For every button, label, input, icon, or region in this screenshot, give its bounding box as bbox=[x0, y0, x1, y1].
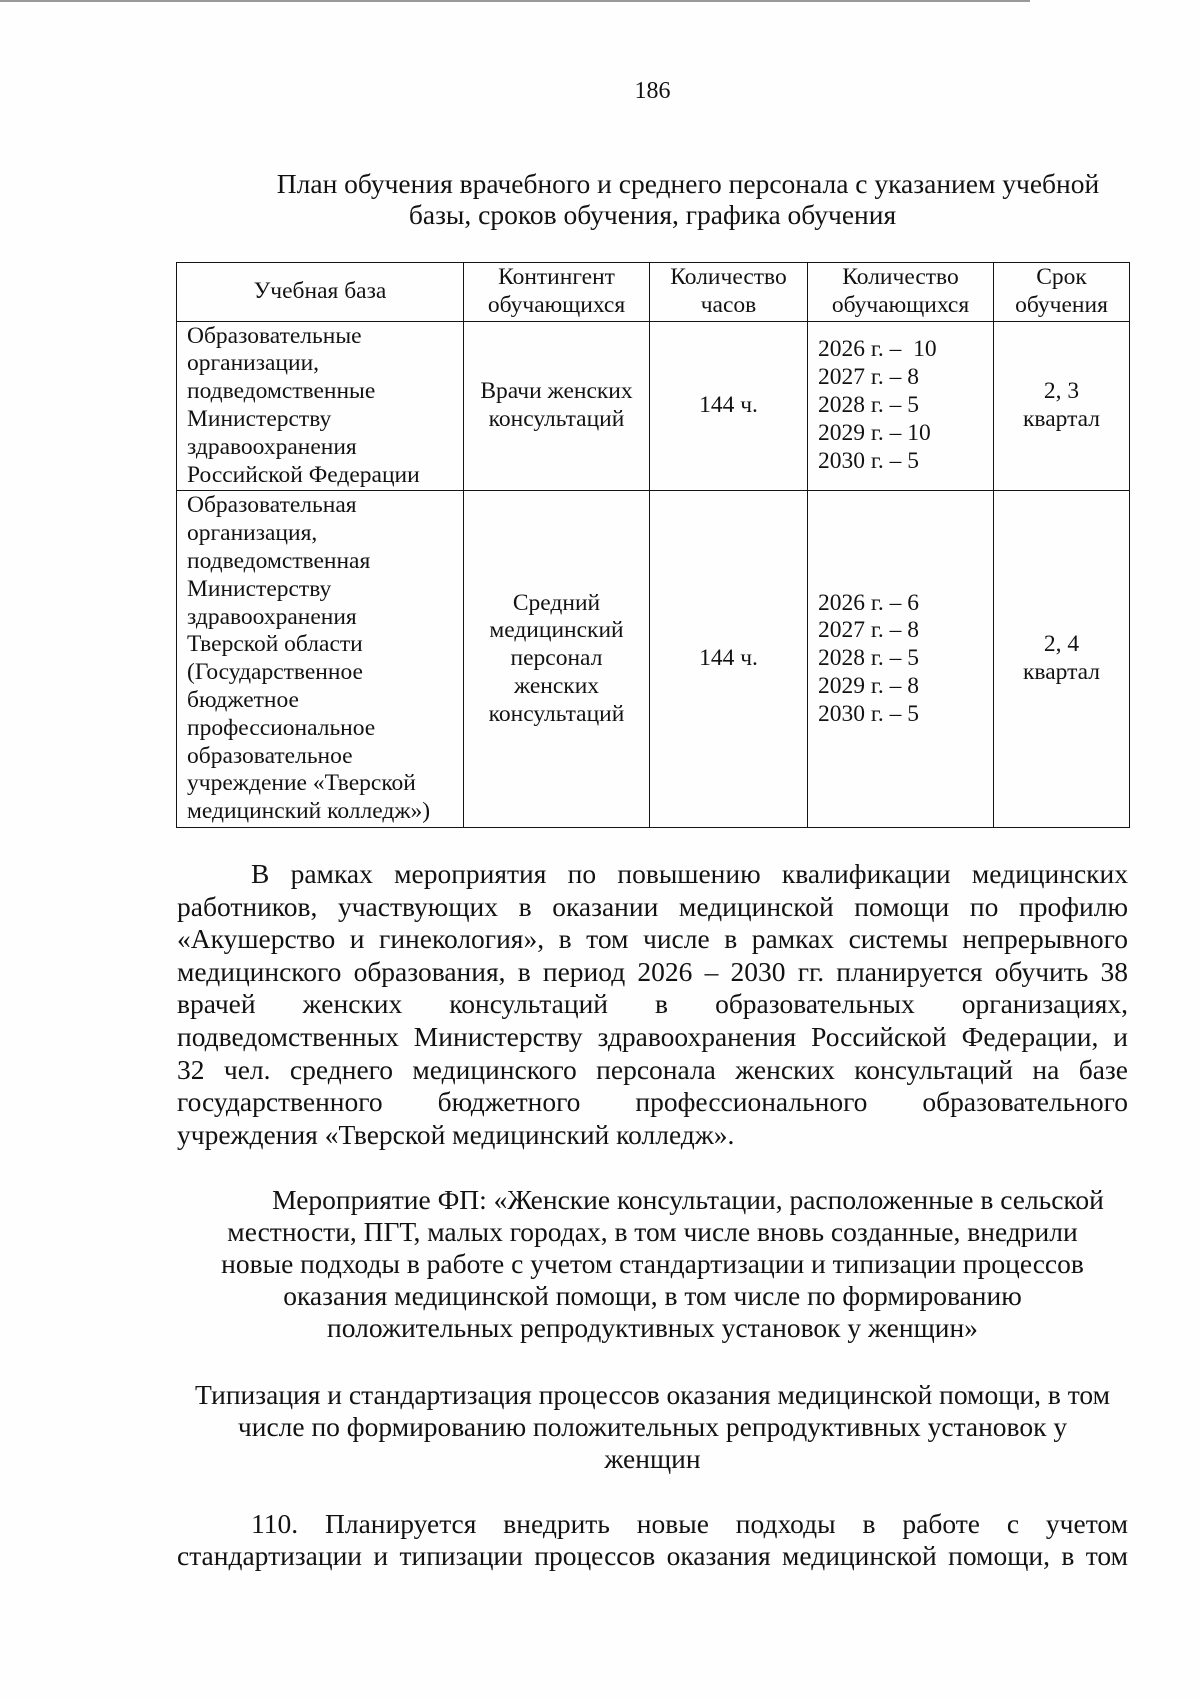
cell-line: Тверской области bbox=[187, 631, 363, 658]
cell-line: Количество bbox=[842, 264, 959, 290]
cell-line: 2029 г. – 8 bbox=[818, 673, 919, 700]
header-base bbox=[177, 263, 464, 322]
cell-line: 144 ч. bbox=[699, 392, 758, 419]
header-trainees bbox=[808, 263, 994, 322]
cell-line: профессиональное bbox=[187, 714, 376, 741]
cell-hours bbox=[650, 321, 808, 491]
cell-line: организации, bbox=[187, 350, 320, 377]
cell-line: квартал bbox=[1023, 405, 1100, 432]
paragraph-line: В рамках мероприятия по повышению квалификации медицинских bbox=[251, 858, 1128, 889]
cell-line: обучающихся bbox=[487, 291, 626, 318]
cell-base bbox=[177, 491, 464, 828]
cell-trainees bbox=[808, 321, 994, 491]
paragraph-line: стандартизации и типизации процессов оказания медицинской помощи, в том bbox=[177, 1540, 1128, 1571]
table-header-row bbox=[177, 263, 1130, 322]
cell-line: Образовательные bbox=[187, 322, 362, 349]
cell-line: 2028 г. – 5 bbox=[818, 392, 919, 419]
table-row bbox=[177, 491, 1130, 828]
cell-line: 2026 г. – 10 bbox=[818, 336, 937, 363]
cell-line: организация, bbox=[187, 520, 318, 547]
cell-contingent bbox=[464, 491, 650, 828]
cell-line: медицинский колледж») bbox=[187, 798, 431, 825]
cell-line: часов bbox=[700, 291, 757, 318]
cell-line: 2028 г. – 5 bbox=[818, 645, 919, 672]
cell-line: подведомственные bbox=[187, 378, 376, 405]
cell-line: подведомственная bbox=[187, 547, 371, 574]
cell-line: 2030 г. – 5 bbox=[818, 700, 919, 727]
paragraph-line: 110. Планируется внедрить новые подходы в работе с учетом bbox=[251, 1508, 1128, 1539]
paragraph-line: медицинского образования, в период 2026 – 2030 гг. планируется обучить 38 bbox=[177, 955, 1128, 987]
cell-line: образовательное bbox=[187, 742, 353, 769]
cell-line: Срок bbox=[1036, 264, 1087, 290]
scan-edge-line bbox=[0, 0, 1030, 2]
cell-trainees bbox=[808, 491, 994, 828]
heading-line: оказания медицинской помощи, в том числе по формированию bbox=[283, 1280, 1022, 1311]
plan-title bbox=[177, 168, 1128, 230]
heading-line: женщин bbox=[604, 1443, 701, 1474]
cell-line: 2030 г. – 5 bbox=[818, 447, 919, 474]
cell-term bbox=[994, 321, 1130, 491]
cell-line: Контингент bbox=[498, 264, 615, 290]
cell-line: здравоохранения bbox=[187, 603, 357, 630]
heading-line: положительных репродуктивных установок у женщин» bbox=[327, 1312, 978, 1343]
paragraph-line: учреждения «Тверской медицинский колледж». bbox=[177, 1118, 735, 1150]
cell-line: Количество bbox=[670, 264, 787, 290]
section-heading bbox=[177, 1379, 1128, 1475]
cell-line: здравоохранения bbox=[187, 433, 357, 460]
cell-line: персонал bbox=[510, 645, 603, 672]
cell-line: обучения bbox=[1015, 291, 1108, 318]
header-term bbox=[994, 263, 1130, 322]
cell-line: квартал bbox=[1023, 659, 1100, 686]
cell-line: 2026 г. – 6 bbox=[818, 589, 919, 616]
cell-line: учреждение «Тверской bbox=[187, 770, 416, 797]
training-plan-table bbox=[176, 262, 1130, 828]
cell-line: бюджетное bbox=[187, 686, 299, 713]
cell-line: Министерству bbox=[187, 405, 332, 432]
header-contingent bbox=[464, 263, 650, 322]
paragraph-line: государственного бюджетного профессионального образовательного bbox=[177, 1086, 1128, 1118]
cell-line: (Государственное bbox=[187, 659, 363, 686]
cell-line: Учебная база bbox=[253, 277, 387, 304]
cell-line: Врачи женских bbox=[480, 378, 633, 405]
heading-line: новые подходы в работе с учетом стандартизации и типизации процессов bbox=[221, 1248, 1084, 1279]
cell-line: Российской Федерации bbox=[187, 461, 420, 488]
paragraph-training bbox=[177, 858, 1128, 1151]
cell-line: 2, 4 bbox=[1043, 631, 1080, 658]
cell-line: Образовательная bbox=[187, 492, 357, 519]
paragraph-110 bbox=[177, 1508, 1128, 1572]
cell-contingent bbox=[464, 321, 650, 491]
heading-line: местности, ПГТ, малых городах, в том числе вновь созданные, внедрили bbox=[227, 1216, 1078, 1247]
cell-line: Средний bbox=[512, 589, 601, 616]
paragraph-line: 32 чел. среднего медицинского персонала женских консультаций на базе bbox=[177, 1053, 1128, 1085]
cell-line: 2, 3 bbox=[1043, 378, 1080, 405]
cell-line: 2029 г. – 10 bbox=[818, 419, 931, 446]
title-line: базы, сроков обучения, графика обучения bbox=[408, 199, 897, 230]
table-row bbox=[177, 321, 1130, 491]
paragraph-line: работников, участвующих в оказании медицинской помощи по профилю bbox=[177, 890, 1128, 922]
cell-line: женских bbox=[513, 673, 600, 700]
cell-line: 2027 г. – 8 bbox=[818, 617, 919, 644]
paragraph-line: «Акушерство и гинекология», в том числе в рамках системы непрерывного bbox=[177, 923, 1128, 955]
heading-line: числе по формированию положительных репродуктивных установок у bbox=[237, 1411, 1068, 1442]
cell-line: Министерству bbox=[187, 575, 332, 602]
header-hours bbox=[650, 263, 808, 322]
heading-line: Мероприятие ФП: «Женские консультации, расположенные в сельской bbox=[272, 1184, 1104, 1215]
cell-line: 144 ч. bbox=[699, 645, 758, 672]
cell-line: консультаций bbox=[488, 700, 625, 727]
cell-line: консультаций bbox=[488, 405, 625, 432]
page-number: 186 bbox=[634, 78, 671, 104]
cell-line: обучающихся bbox=[831, 291, 970, 318]
cell-hours bbox=[650, 491, 808, 828]
event-heading bbox=[177, 1184, 1128, 1344]
cell-term bbox=[994, 491, 1130, 828]
paragraph-line: подведомственных Министерству здравоохранения Российской Федерации, и bbox=[177, 1020, 1128, 1052]
cell-base bbox=[177, 321, 464, 491]
title-line: План обучения врачебного и среднего персонала с указанием учебной bbox=[276, 168, 1100, 199]
paragraph-line: врачей женских консультаций в образовательных организациях, bbox=[177, 988, 1128, 1020]
heading-line: Типизация и стандартизация процессов оказания медицинской помощи, в том bbox=[195, 1379, 1110, 1410]
cell-line: 2027 г. – 8 bbox=[818, 364, 919, 391]
cell-line: медицинский bbox=[489, 617, 624, 644]
